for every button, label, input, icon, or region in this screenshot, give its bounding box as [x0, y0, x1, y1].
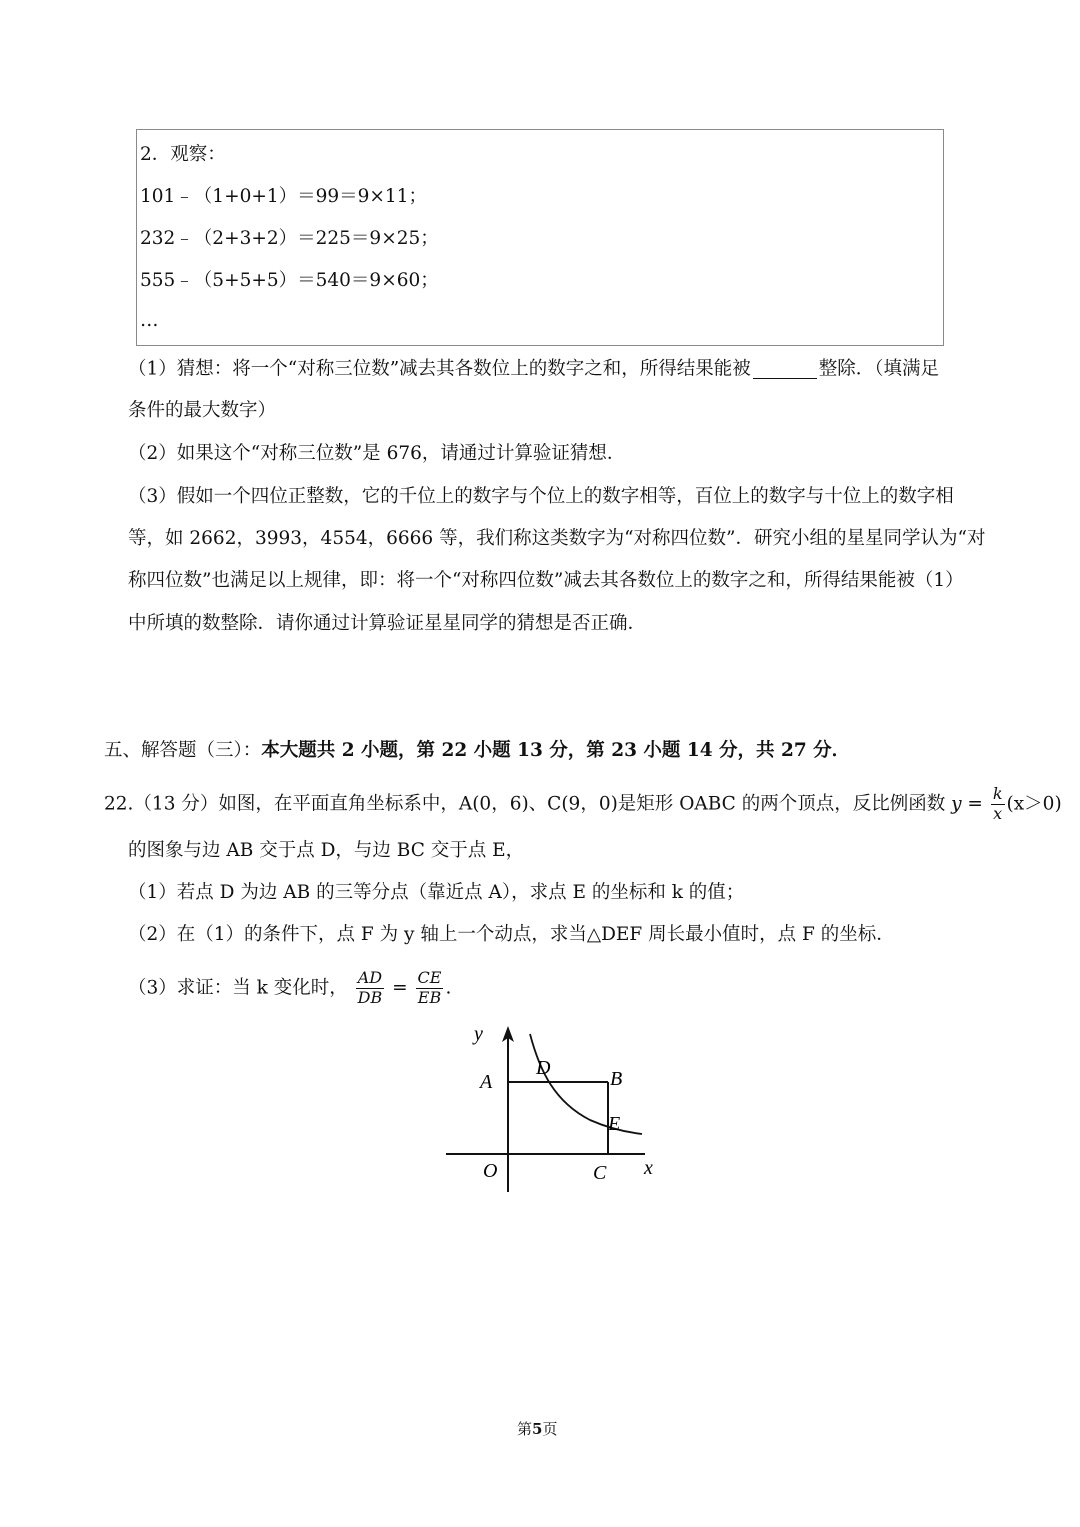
function-fraction — [991, 786, 1005, 823]
answer-blank — [753, 360, 817, 379]
section-description: 本大题共 2 小题，第 22 小题 13 分，第 23 小题 14 分，共 27 分． — [261, 740, 851, 761]
question-21-part-3-line-3: 称四位数”也满足以上规律，即：将一个“对称四位数”减去其各数位上的数字之和，所得结果能被（1） — [128, 570, 964, 591]
function-condition: (x＞0) — [1006, 793, 1062, 815]
part-1-text-a: （1）猜想：将一个“对称三位数”减去其各数位上的数字之和，所得结果能被 — [128, 358, 751, 380]
part-3-prefix: （3）求证：当 k 变化时， — [128, 977, 348, 999]
ratio-2-numerator: CE — [417, 968, 442, 987]
section-prefix: 五、解答题（三）： — [104, 740, 262, 761]
ratio-ad-db — [356, 970, 385, 1007]
label-b: B — [610, 1068, 623, 1090]
section-heading — [104, 742, 850, 761]
ratio-ce-eb — [416, 970, 444, 1007]
question-22-line-1 — [104, 786, 1062, 823]
label-e: E — [608, 1113, 621, 1135]
coordinate-figure — [440, 1022, 670, 1202]
question-21-part-3-line-1: （3）假如一个四位正整数，它的千位上的数字与个位上的数字相等，百位上的数字与十位上的数字相 — [128, 486, 954, 507]
question-21-part-3-line-2: 等，如 2662，3993，4554，6666 等，我们称这类数字为“对称四位数”．研究小组的星星同学认为“对 — [128, 528, 986, 549]
page-prefix: 第 — [517, 1420, 533, 1438]
ratio-1-numerator: AD — [357, 968, 383, 987]
question-22-part-1: （1）若点 D 为边 AB 的三等分点（靠近点 A），求点 E 的坐标和 k 的值； — [128, 882, 745, 903]
label-c: C — [593, 1162, 607, 1184]
question-21-part-1 — [128, 360, 939, 379]
page-footer — [517, 1418, 557, 1439]
ratio-2-denominator: EB — [417, 987, 442, 1007]
hyperbola-curve — [530, 1034, 642, 1134]
ellipsis: … — [140, 310, 159, 331]
equals-sign: = — [392, 977, 408, 999]
part-1-text-c: 条件的最大数字） — [128, 400, 277, 421]
label-o: O — [483, 1160, 498, 1182]
label-a: A — [480, 1071, 493, 1093]
label-d: D — [536, 1057, 551, 1079]
equation-2: 232﹣（2+3+2）＝225＝9×25； — [140, 228, 439, 249]
equation-3: 555﹣（5+5+5）＝540＝9×60； — [140, 270, 439, 291]
question-22-line-2: 的图象与边 AB 交于点 D，与边 BC 交于点 E， — [128, 840, 525, 861]
equation-1: 101﹣（1+0+1）＝99＝9×11； — [140, 186, 427, 207]
function-denominator: x — [993, 803, 1003, 823]
question-22-part-2: （2）在（1）的条件下，点 F 为 y 轴上一个动点，求当△DEF 周长最小值时，点 F 的坐标． — [128, 924, 895, 945]
page-suffix: 页 — [542, 1420, 558, 1438]
label-y: y — [474, 1023, 483, 1045]
question-21-part-2: （2）如果这个“对称三位数”是 676，请通过计算验证猜想． — [128, 443, 626, 464]
ratio-1-denominator: DB — [357, 987, 383, 1007]
part-1-text-b: 整除．（填满足 — [818, 358, 939, 380]
observe-label: 2．观察： — [140, 144, 226, 165]
label-x: x — [644, 1157, 653, 1179]
question-22-part-3 — [128, 970, 451, 1007]
function-lhs: y = — [951, 793, 983, 815]
part-3-suffix: . — [445, 977, 452, 999]
function-numerator: k — [992, 784, 1003, 803]
page-number: 5 — [532, 1420, 543, 1438]
q22-intro: 22.（13 分）如图，在平面直角坐标系中，A(0，6)、C(9，0)是矩形 OABC 的两个顶点，反比例函数 — [104, 793, 946, 815]
question-21-part-3-line-4: 中所填的数整除．请你通过计算验证星星同学的猜想是否正确． — [128, 613, 647, 634]
